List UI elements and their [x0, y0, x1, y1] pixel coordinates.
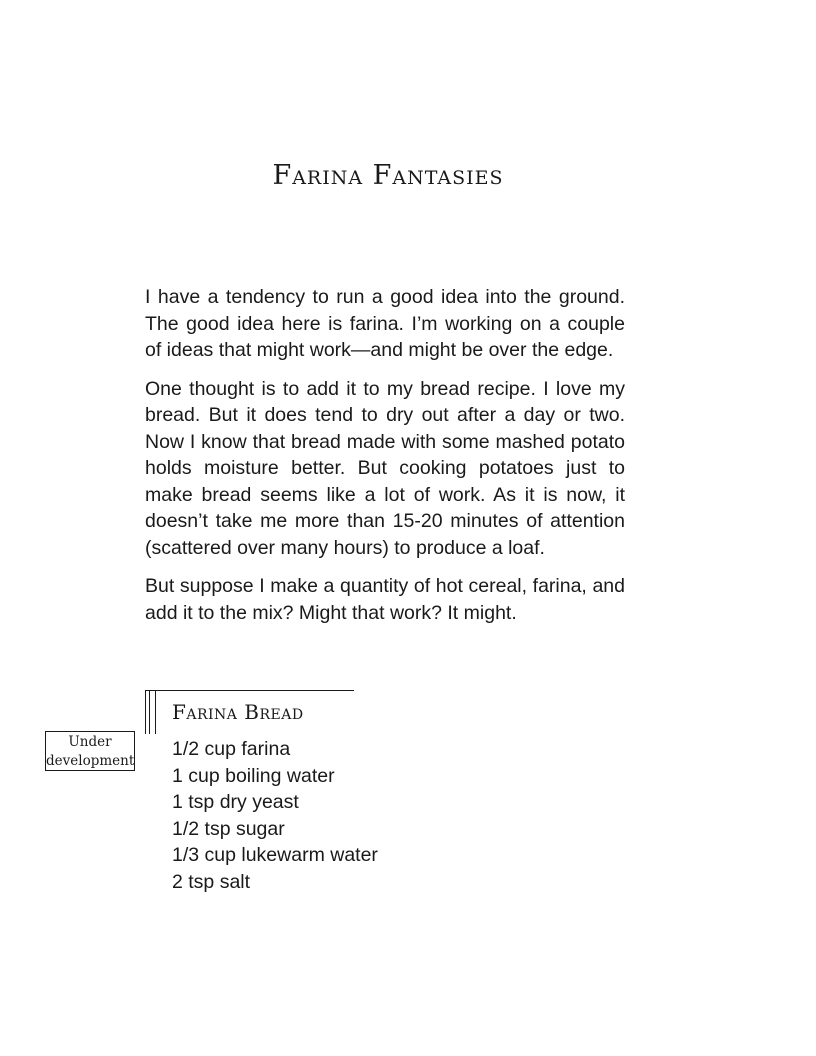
margin-note-line: Under — [68, 734, 112, 750]
ingredient-item: 1/2 tsp sugar — [172, 817, 285, 840]
body-text — [145, 284, 625, 638]
paragraph: I have a tendency to run a good idea into the ground. The good idea here is farina. I’m working on a couple of ideas that might work—and might be over the edge. — [145, 286, 625, 361]
paragraph: But suppose I make a quantity of hot cereal, farina, and add it to the mix? Might that work? It might. — [145, 575, 625, 624]
paragraph: One thought is to add it to my bread recipe. I love my bread. But it does tend to dry out after a day or two. Now I know that bread made with some mashed potato holds moisture better. But cooking potatoes just to make bread seems like a lot of work. As it is now, it doesn’t take me more than 15-20 minutes of attention (scattered over many hours) to produce a loaf. — [145, 377, 625, 559]
recipe-side-bars — [145, 690, 156, 734]
ingredient-item: 1/3 cup lukewarm water — [172, 844, 378, 866]
ingredient-list — [172, 736, 378, 895]
ingredient-item: 1 tsp dry yeast — [172, 791, 299, 813]
ingredient-item: 2 tsp salt — [172, 870, 251, 893]
recipe-top-rule — [145, 690, 354, 691]
margin-note-line: development — [46, 753, 135, 769]
recipe-title: Farina Bread — [172, 700, 304, 724]
page-title: Farina Fantasies — [272, 160, 504, 191]
ingredient-item: 1/2 cup farina — [172, 738, 291, 760]
ingredient-item: 1 cup boiling water — [172, 764, 335, 787]
margin-note — [45, 731, 135, 771]
